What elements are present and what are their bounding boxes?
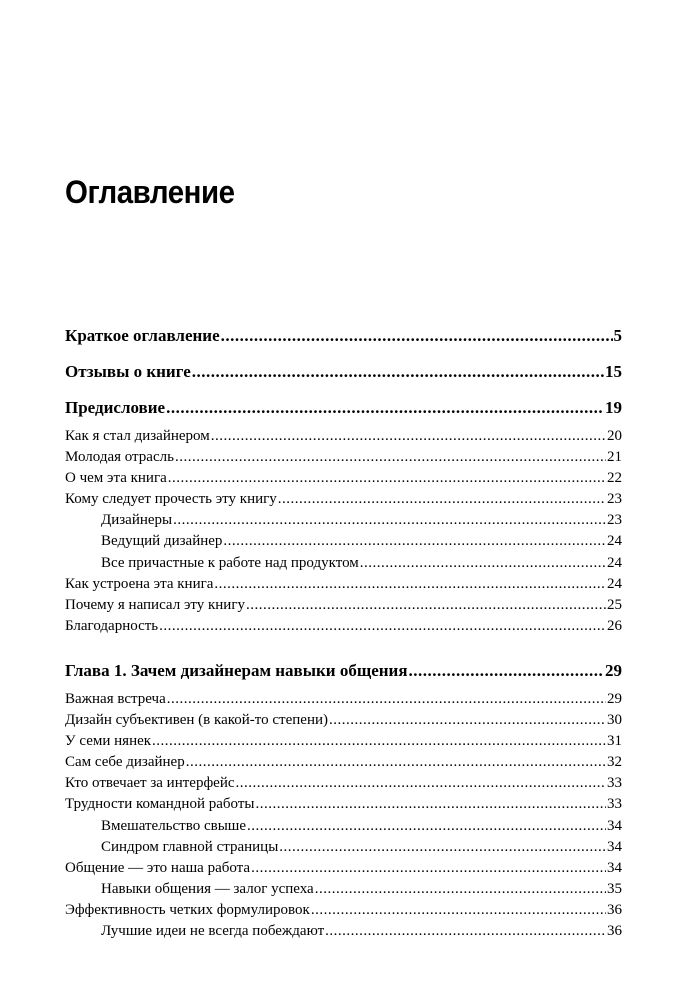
toc-dot-leader <box>168 468 606 489</box>
toc-entry-subsection[interactable] <box>65 837 622 858</box>
toc-entry-title: Сам себе дизайнер <box>65 754 185 771</box>
toc-page-number: 5 <box>613 326 622 345</box>
toc-entry-title: Предисловие <box>65 398 166 417</box>
toc-page-number: 19 <box>605 398 622 417</box>
toc-dot-leader <box>246 595 606 616</box>
toc-entry-title: Кому следует прочесть эту книгу <box>65 491 277 508</box>
toc-entry-section[interactable] <box>65 595 622 616</box>
toc-page-number: 31 <box>607 733 622 750</box>
toc-dot-leader <box>278 489 606 510</box>
toc-entry-subsection[interactable] <box>65 879 622 900</box>
toc-entry-section[interactable] <box>65 574 622 595</box>
toc-entry-subsection[interactable] <box>65 531 622 552</box>
toc-dot-leader <box>360 553 606 574</box>
toc-dot-leader <box>329 710 606 731</box>
toc-page-number: 24 <box>607 575 622 592</box>
toc-entry-title: Благодарность <box>65 617 159 634</box>
toc-entry-title: Трудности командной работы <box>65 796 255 813</box>
toc-page-number: 23 <box>607 512 622 529</box>
toc-dot-leader <box>186 752 606 773</box>
toc-entry-section[interactable] <box>65 858 622 879</box>
toc-page-number: 23 <box>607 491 622 508</box>
toc-page-number: 36 <box>607 901 622 918</box>
toc-entry-section[interactable] <box>65 468 622 489</box>
toc-entry-part[interactable] <box>65 390 622 426</box>
toc-page-number: 15 <box>605 362 622 381</box>
toc-entry-title: Вмешательство свыше <box>101 817 246 834</box>
toc-dot-leader <box>311 900 606 921</box>
page-title: Оглавление <box>65 174 235 210</box>
toc-dot-leader <box>315 879 606 900</box>
toc-entry-section[interactable] <box>65 752 622 773</box>
toc-page-number: 33 <box>607 796 622 813</box>
toc-dot-leader <box>167 689 606 710</box>
toc-page-number: 24 <box>607 533 622 550</box>
toc-page-number: 29 <box>607 690 622 707</box>
toc-page-number: 21 <box>607 449 622 466</box>
toc-page-number: 35 <box>607 880 622 897</box>
toc-dot-leader <box>255 794 606 815</box>
toc-entry-section[interactable] <box>65 710 622 731</box>
toc-entry-title: У семи нянек <box>65 733 152 750</box>
toc-page-number: 29 <box>605 660 622 680</box>
toc-dot-leader <box>214 574 606 595</box>
toc-entry-section[interactable] <box>65 773 622 794</box>
toc-entry-section[interactable] <box>65 616 622 637</box>
toc-entry-section[interactable] <box>65 489 622 510</box>
toc-dot-leader <box>223 531 606 552</box>
toc-entry-title: Навыки общения — залог успеха <box>101 880 314 897</box>
toc-entry-title: Молодая отрасль <box>65 449 174 466</box>
toc-entry-title: Общение — это наша работа <box>65 859 251 876</box>
toc-entry-section[interactable] <box>65 689 622 710</box>
toc-dot-leader <box>166 390 604 426</box>
toc-entry-title: Как устроена эта книга <box>65 575 214 592</box>
toc-page-number: 25 <box>607 596 622 613</box>
toc-dot-leader <box>175 447 606 468</box>
toc-dot-leader <box>152 731 606 752</box>
table-of-contents <box>65 318 622 942</box>
toc-entry-section[interactable] <box>65 731 622 752</box>
toc-dot-leader <box>159 616 606 637</box>
toc-entry-section[interactable] <box>65 426 622 447</box>
toc-page-number: 34 <box>607 859 622 876</box>
toc-entry-title: Глава 1. Зачем дизайнерам навыки общения <box>65 660 408 680</box>
toc-entry-section[interactable] <box>65 794 622 815</box>
toc-dot-leader <box>251 858 606 879</box>
toc-entry-part[interactable] <box>65 318 622 354</box>
toc-entry-title: Краткое оглавление <box>65 326 220 345</box>
toc-entry-title: О чем эта книга <box>65 470 167 487</box>
toc-page-number: 36 <box>607 922 622 939</box>
toc-entry-title: Дизайн субъективен (в какой-то степени) <box>65 712 328 729</box>
toc-entry-section[interactable] <box>65 900 622 921</box>
toc-page-number: 33 <box>607 775 622 792</box>
toc-entry-title: Почему я написал эту книгу <box>65 596 245 613</box>
toc-dot-leader <box>173 510 606 531</box>
toc-dot-leader <box>279 837 606 858</box>
toc-entry-title: Лучшие идеи не всегда побеждают <box>101 922 325 939</box>
toc-dot-leader <box>247 816 606 837</box>
toc-page-number: 30 <box>607 712 622 729</box>
toc-page-number: 34 <box>607 817 622 834</box>
toc-entry-title: Важная встреча <box>65 690 166 707</box>
toc-page-number: 34 <box>607 838 622 855</box>
toc-page-number: 24 <box>607 554 622 571</box>
toc-entry-title: Отзывы о книге <box>65 362 191 381</box>
toc-entry-subsection[interactable] <box>65 510 622 531</box>
toc-dot-leader <box>221 318 613 354</box>
toc-entry-title: Все причастные к работе над продуктом <box>101 554 359 571</box>
toc-dot-leader <box>325 921 606 942</box>
toc-entry-subsection[interactable] <box>65 553 622 574</box>
toc-dot-leader <box>192 354 604 390</box>
toc-entry-title: Эффективность четких формулировок <box>65 901 310 918</box>
toc-entry-subsection[interactable] <box>65 921 622 942</box>
toc-entry-title: Как я стал дизайнером <box>65 428 210 444</box>
toc-page-number: 26 <box>607 617 622 634</box>
toc-entry-part[interactable] <box>65 354 622 390</box>
toc-entry-title: Ведущий дизайнер <box>101 533 223 550</box>
toc-dot-leader <box>236 773 606 794</box>
toc-page-number: 20 <box>607 428 622 444</box>
toc-entry-title: Кто отвечает за интерфейс <box>65 775 235 792</box>
toc-dot-leader <box>409 653 604 689</box>
toc-page-number: 32 <box>607 754 622 771</box>
toc-page-number: 22 <box>607 470 622 487</box>
toc-entry-chapter[interactable] <box>65 653 622 689</box>
toc-entry-subsection[interactable] <box>65 816 622 837</box>
toc-dot-leader <box>211 426 606 447</box>
toc-entry-section[interactable] <box>65 447 622 468</box>
toc-entry-title: Синдром главной страницы <box>101 838 279 855</box>
toc-entry-title: Дизайнеры <box>101 512 173 529</box>
